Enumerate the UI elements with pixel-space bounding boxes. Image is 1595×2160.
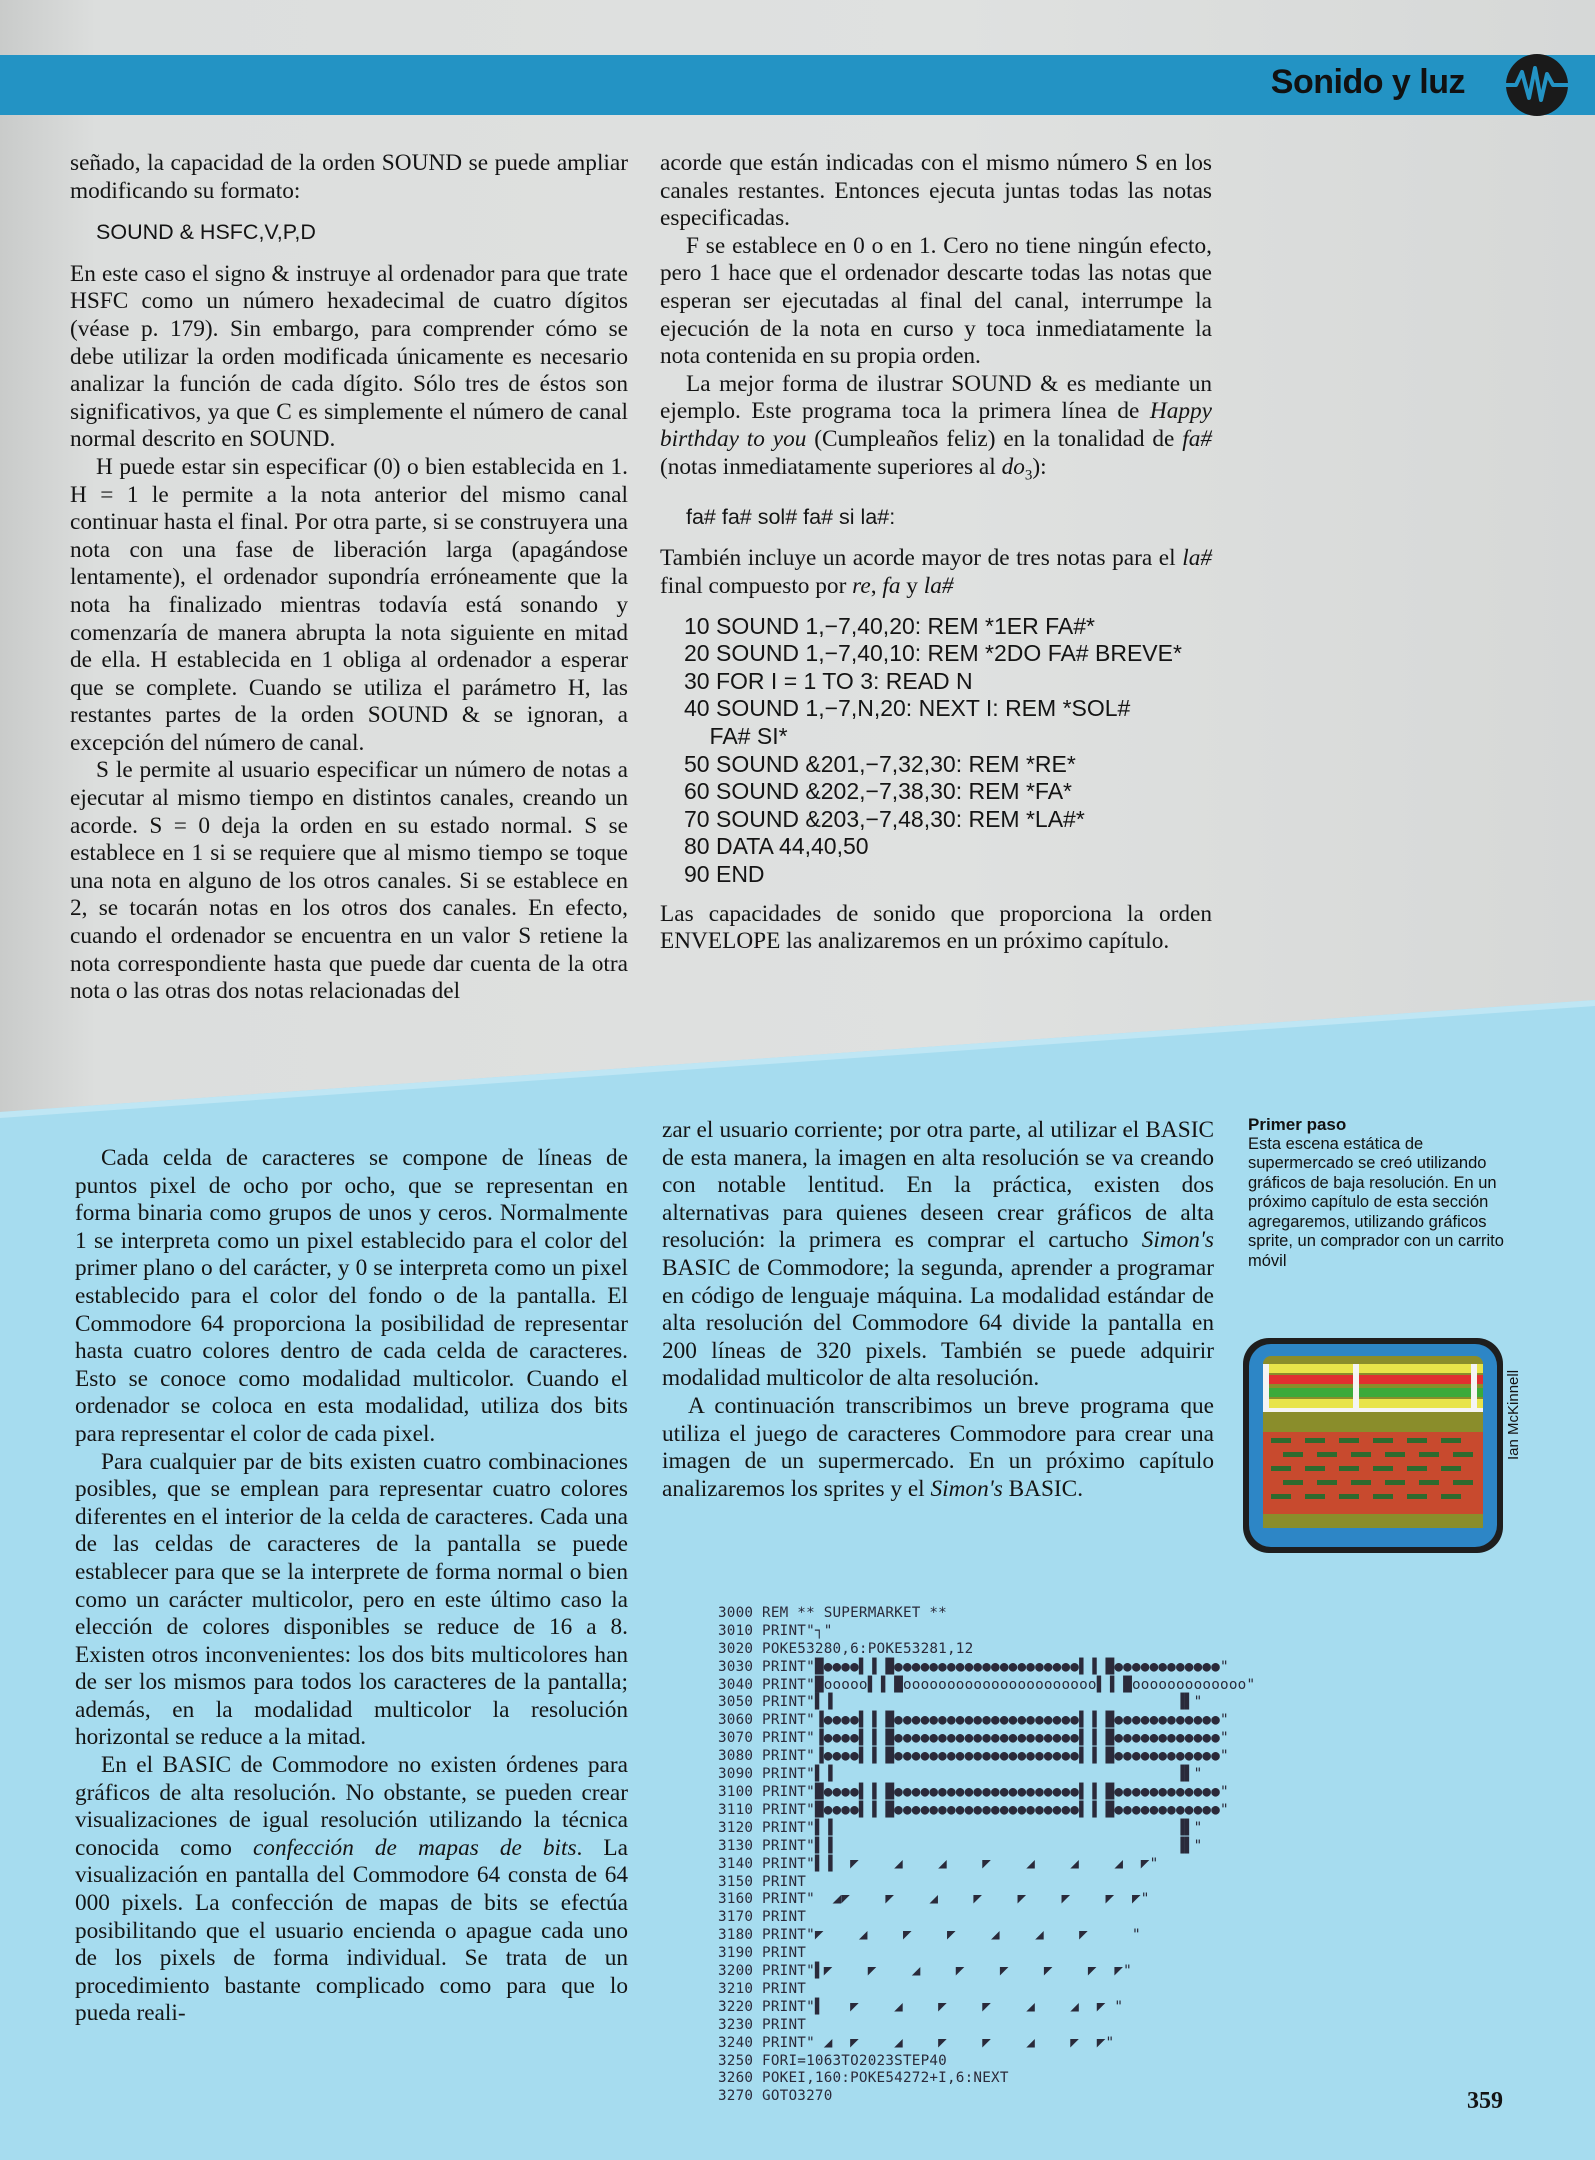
listing-line: 3160 PRINT" ◢◤ ◤ ◢ ◤ ◤ ◤ ◤ ◤"	[718, 1891, 1150, 1908]
paragraph: Cada celda de caracteres se compone de líneas de puntos pixel de ocho por ocho, que se representan en forma binaria como grupos de unos y ceros. Normalmente 1 se interpreta como un pixel establecido para el color del primer plano o del carácter, y 0 se interpreta como un pixel establecido para el color del fondo o de la pantalla. El Commodore 64 proporciona la posibilidad de representar hasta cuatro colores dentro de cada celda de caracteres. Esto se conoce como modalidad multicolor. Cuando el ordenador se coloca en esta modalidad, utiliza dos bits para representar el color de cada pixel.	[75, 1145, 628, 1447]
lower-left-column	[75, 1145, 628, 2028]
caption-title: Primer paso	[1248, 1115, 1347, 1134]
code-line: 90 END	[684, 860, 765, 887]
code-line: 10 SOUND 1,−7,40,20: REM *1ER FA#*	[684, 612, 1096, 639]
paragraph: S le permite al usuario especificar un número de notas a ejecutar al mismo tiempo en distintos canales, creando un acorde. S = 0 deja la orden en su estado normal. S se establece en 1 si se requiere que al mismo tiempo se toque una nota en alguno de los otros canales. Si se establece en 2, se tocarán notas en los otros dos canales. En efecto, cuando el ordenador se encuentra en un valor S retiene la nota correspondiente hasta que puede dar cuenta de la otra nota o las otras dos notas relacionadas del	[70, 757, 628, 1005]
caption-text: Esta escena estática de supermercado se creó utilizando gráficos de baja resolución. En un próximo capítulo de esta sección agregaremos, utilizando gráficos sprite, un comprador con un carrito móvil	[1248, 1134, 1504, 1270]
paragraph: En el BASIC de Commodore no existen órdenes para gráficos de alta resolución. No obstante, se pueden crear visualizaciones de igual resolución utilizando la técnica conocida como confección de mapas de bits. La visualización en pantalla del Commodore 64 consta de 64 000 pixels. La confección de mapas de bits se efectúa posibilitando que el usuario encienda o apague cada uno de los pixels de forma individual. Se trata de un procedimiento bastante complicado como para que lo pueda reali-	[75, 1752, 628, 2027]
listing-line: 3080 PRINT"▐●●●●▌▐ █●●●●●●●●●●●●●●●●●●●●●▌▐ █●●●●●●●●●●●●"	[718, 1748, 1229, 1765]
listing-line: 3220 PRINT"▌ ◤ ◢ ◤ ◤ ◢ ◢ ◤ "	[718, 1998, 1124, 2015]
paragraph: En este caso el signo & instruye al ordenador para que trate HSFC como un número hexadecimal de cuatro dígitos (véase p. 179). Sin embargo, para comprender cómo se debe utilizar la orden modificada únicamente es necesario analizar la función de cada dígito. Sólo tres de éstos son significativos, ya que C es simplemente el número de canal normal descrito en SOUND.	[70, 260, 628, 453]
listing-line: 3250 FORI=1063TO2023STEP40	[718, 2052, 947, 2069]
listing-line: 3040 PRINT"█ooooo▌▐ █oooooooooooooooooooooo▌▐ █ooooooooooooo"	[718, 1676, 1256, 1693]
code-line: FA# SI*	[684, 722, 788, 749]
listing-line: 3270 GOTO3270	[718, 2088, 833, 2105]
listing-line: 3120 PRINT"▌▐ ▐▌"	[718, 1819, 1203, 1836]
listing-line: 3000 REM ** SUPERMARKET **	[718, 1604, 947, 1621]
paragraph: H puede estar sin especificar (0) o bien establecida en 1. H = 1 le permite a la nota anterior del mismo canal continuar hasta el final. Por otra parte, si se construyera una nota con una fase de liberación larga (apagándose lentamente), el ordenador supondría erróneamente que la nota ha finalizado mientras todavía está sonando y comenzaría de manera abrupta la nota siguiente en mitad de ella. H establecida en 1 obliga al ordenador a esperar que se complete. Cuando se utiliza el parámetro H, las restantes partes de la orden SOUND & se ignoran, a excepción del número de canal.	[70, 453, 628, 756]
supermarket-screen-image	[1243, 1338, 1503, 1553]
supermarket-program-listing	[718, 1587, 1255, 2124]
listing-line: 3210 PRINT	[718, 1980, 807, 1997]
code-line: 50 SOUND &201,−7,32,30: REM *RE*	[684, 750, 1076, 777]
listing-line: 3060 PRINT"▐●●●●▌▐ █●●●●●●●●●●●●●●●●●●●●●▌▐ █●●●●●●●●●●●●"	[718, 1712, 1229, 1729]
listing-line: 3020 POKE53280,6:POKE53281,12	[718, 1640, 974, 1657]
listing-line: 3260 POKEI,160:POKE54272+I,6:NEXT	[718, 2070, 1009, 2087]
paragraph: A continuación transcribimos un breve programa que utiliza el juego de caracteres Commodore para crear una imagen de un supermercado. En un próximo capítulo analizaremos los sprites y el Simon's BASIC.	[662, 1392, 1214, 1502]
upper-left-column	[70, 150, 628, 1006]
code-line: 30 FOR I = 1 TO 3: READ N	[684, 667, 973, 694]
notes-line: fa# fa# sol# fa# si la#:	[686, 504, 896, 529]
code-line: 60 SOUND &202,−7,38,30: REM *FA*	[684, 778, 1073, 805]
listing-line: 3130 PRINT"▌▐ ▐▌"	[718, 1837, 1203, 1854]
paragraph: Las capacidades de sonido que proporciona la orden ENVELOPE las analizaremos en un próximo capítulo.	[660, 900, 1212, 955]
listing-line: 3030 PRINT"█●●●●▌▐ █●●●●●●●●●●●●●●●●●●●●●▌▐ █●●●●●●●●●●●●"	[718, 1658, 1229, 1675]
page-number: 359	[1467, 2088, 1503, 2114]
paragraph: F se establece en 0 o en 1. Cero no tiene ningún efecto, pero 1 hace que el ordenador descarte todas las notas que esperan ser ejecutadas al final del canal, interrumpe la ejecución de la nota en curso y toca inmediatamente la nota contenida en su propia orden.	[660, 232, 1212, 370]
listing-line: 3200 PRINT"▌◤ ◤ ◢ ◤ ◤ ◤ ◤ ◤"	[718, 1963, 1132, 1980]
figure-caption	[1248, 1115, 1508, 1271]
listing-line: 3050 PRINT"▌▐ ▐▌"	[718, 1694, 1203, 1711]
paragraph: También incluye un acorde mayor de tres notas para el la# final compuesto por re, fa y la#	[660, 545, 1212, 599]
code-line: 40 SOUND 1,−7,N,20: NEXT I: REM *SOL#	[684, 695, 1131, 722]
paragraph: Para cualquier par de bits existen cuatro combinaciones posibles, que se emplean para representar cuatro colores diferentes en el interior de la celda de caracteres. Cada una de las celdas de caracteres de la pantalla se puede establecer para que se la interprete de forma normal o bien como un carácter multicolor, pero en este último caso la elección de colores disponibles se reduce de 16 a 8. Existen otros inconvenientes: los dos bits multicolores han de ser los mismos para todos los caracteres de la pantalla; además, en la modalidad multicolor la resolución horizontal se reduce a la mitad.	[75, 1448, 628, 1751]
listing-line: 3150 PRINT	[718, 1873, 807, 1890]
sound-wave-logo-icon	[1502, 50, 1572, 120]
listing-line: 3100 PRINT"█●●●●▌▐ █●●●●●●●●●●●●●●●●●●●●●▌▐ █●●●●●●●●●●●●"	[718, 1783, 1229, 1800]
upper-right-column	[660, 150, 1212, 956]
listing-line: 3190 PRINT	[718, 1945, 807, 1962]
code-line: 70 SOUND &203,−7,48,30: REM *LA#*	[684, 805, 1085, 832]
listing-line: 3090 PRINT"▌▐ ▐▌"	[718, 1766, 1203, 1783]
basic-sound-program	[684, 613, 1212, 889]
code-line: 80 DATA 44,40,50	[684, 833, 869, 860]
listing-line: 3170 PRINT	[718, 1909, 807, 1926]
listing-line: 3230 PRINT	[718, 2016, 807, 2033]
section-title: Sonido y luz	[1270, 63, 1465, 101]
format-line: SOUND & HSFC,V,P,D	[96, 220, 316, 245]
code-line: 20 SOUND 1,−7,40,10: REM *2DO FA# BREVE*	[684, 640, 1182, 667]
listing-line: 3010 PRINT"┐"	[718, 1622, 833, 1639]
listing-line: 3180 PRINT"◤ ◢ ◤ ◤ ◢ ◢ ◤ "	[718, 1927, 1141, 1944]
paragraph: zar el usuario corriente; por otra parte, al utilizar el BASIC de esta manera, la imagen en alta resolución se va creando con notable lentitud. En la práctica, existen dos alternativas para quienes deseen crear gráficos de alta resolución: la primera es comprar el cartucho Simon's BASIC de Commodore; la segunda, aprender a programar en código de lenguaje máquina. La modalidad estándar de alta resolución del Commodore 64 divide la pantalla en 200 líneas de 320 pixels. También se puede adquirir modalidad multicolor de alta resolución.	[662, 1117, 1214, 1392]
listing-line: 3070 PRINT"▐●●●●▌▐ █●●●●●●●●●●●●●●●●●●●●●▌▐ █●●●●●●●●●●●●"	[718, 1730, 1229, 1747]
lower-right-column	[662, 1117, 1214, 1503]
photo-credit: Ian McKinnell	[1505, 1369, 1522, 1460]
paragraph: señado, la capacidad de la orden SOUND se puede ampliar modificando su formato:	[70, 150, 628, 204]
paragraph: acorde que están indicadas con el mismo número S en los canales restantes. Entonces ejecuta juntas todas las notas especificadas.	[660, 150, 1212, 232]
listing-line: 3240 PRINT" ◢ ◤ ◢ ◤ ◤ ◢ ◤ ◤"	[718, 2034, 1115, 2051]
listing-line: 3110 PRINT"█●●●●▌▐ █●●●●●●●●●●●●●●●●●●●●●▌▐ █●●●●●●●●●●●●"	[718, 1801, 1229, 1818]
listing-line: 3140 PRINT"▌▐ ◤ ◢ ◢ ◤ ◢ ◢ ◢ ◤"	[718, 1855, 1159, 1872]
paragraph: La mejor forma de ilustrar SOUND & es mediante un ejemplo. Este programa toca la primera línea de Happy birthday to you (Cumpleaños feliz) en la tonalidad de fa# (notas inmediatamente superiores al $do_3$):	[660, 370, 1212, 484]
